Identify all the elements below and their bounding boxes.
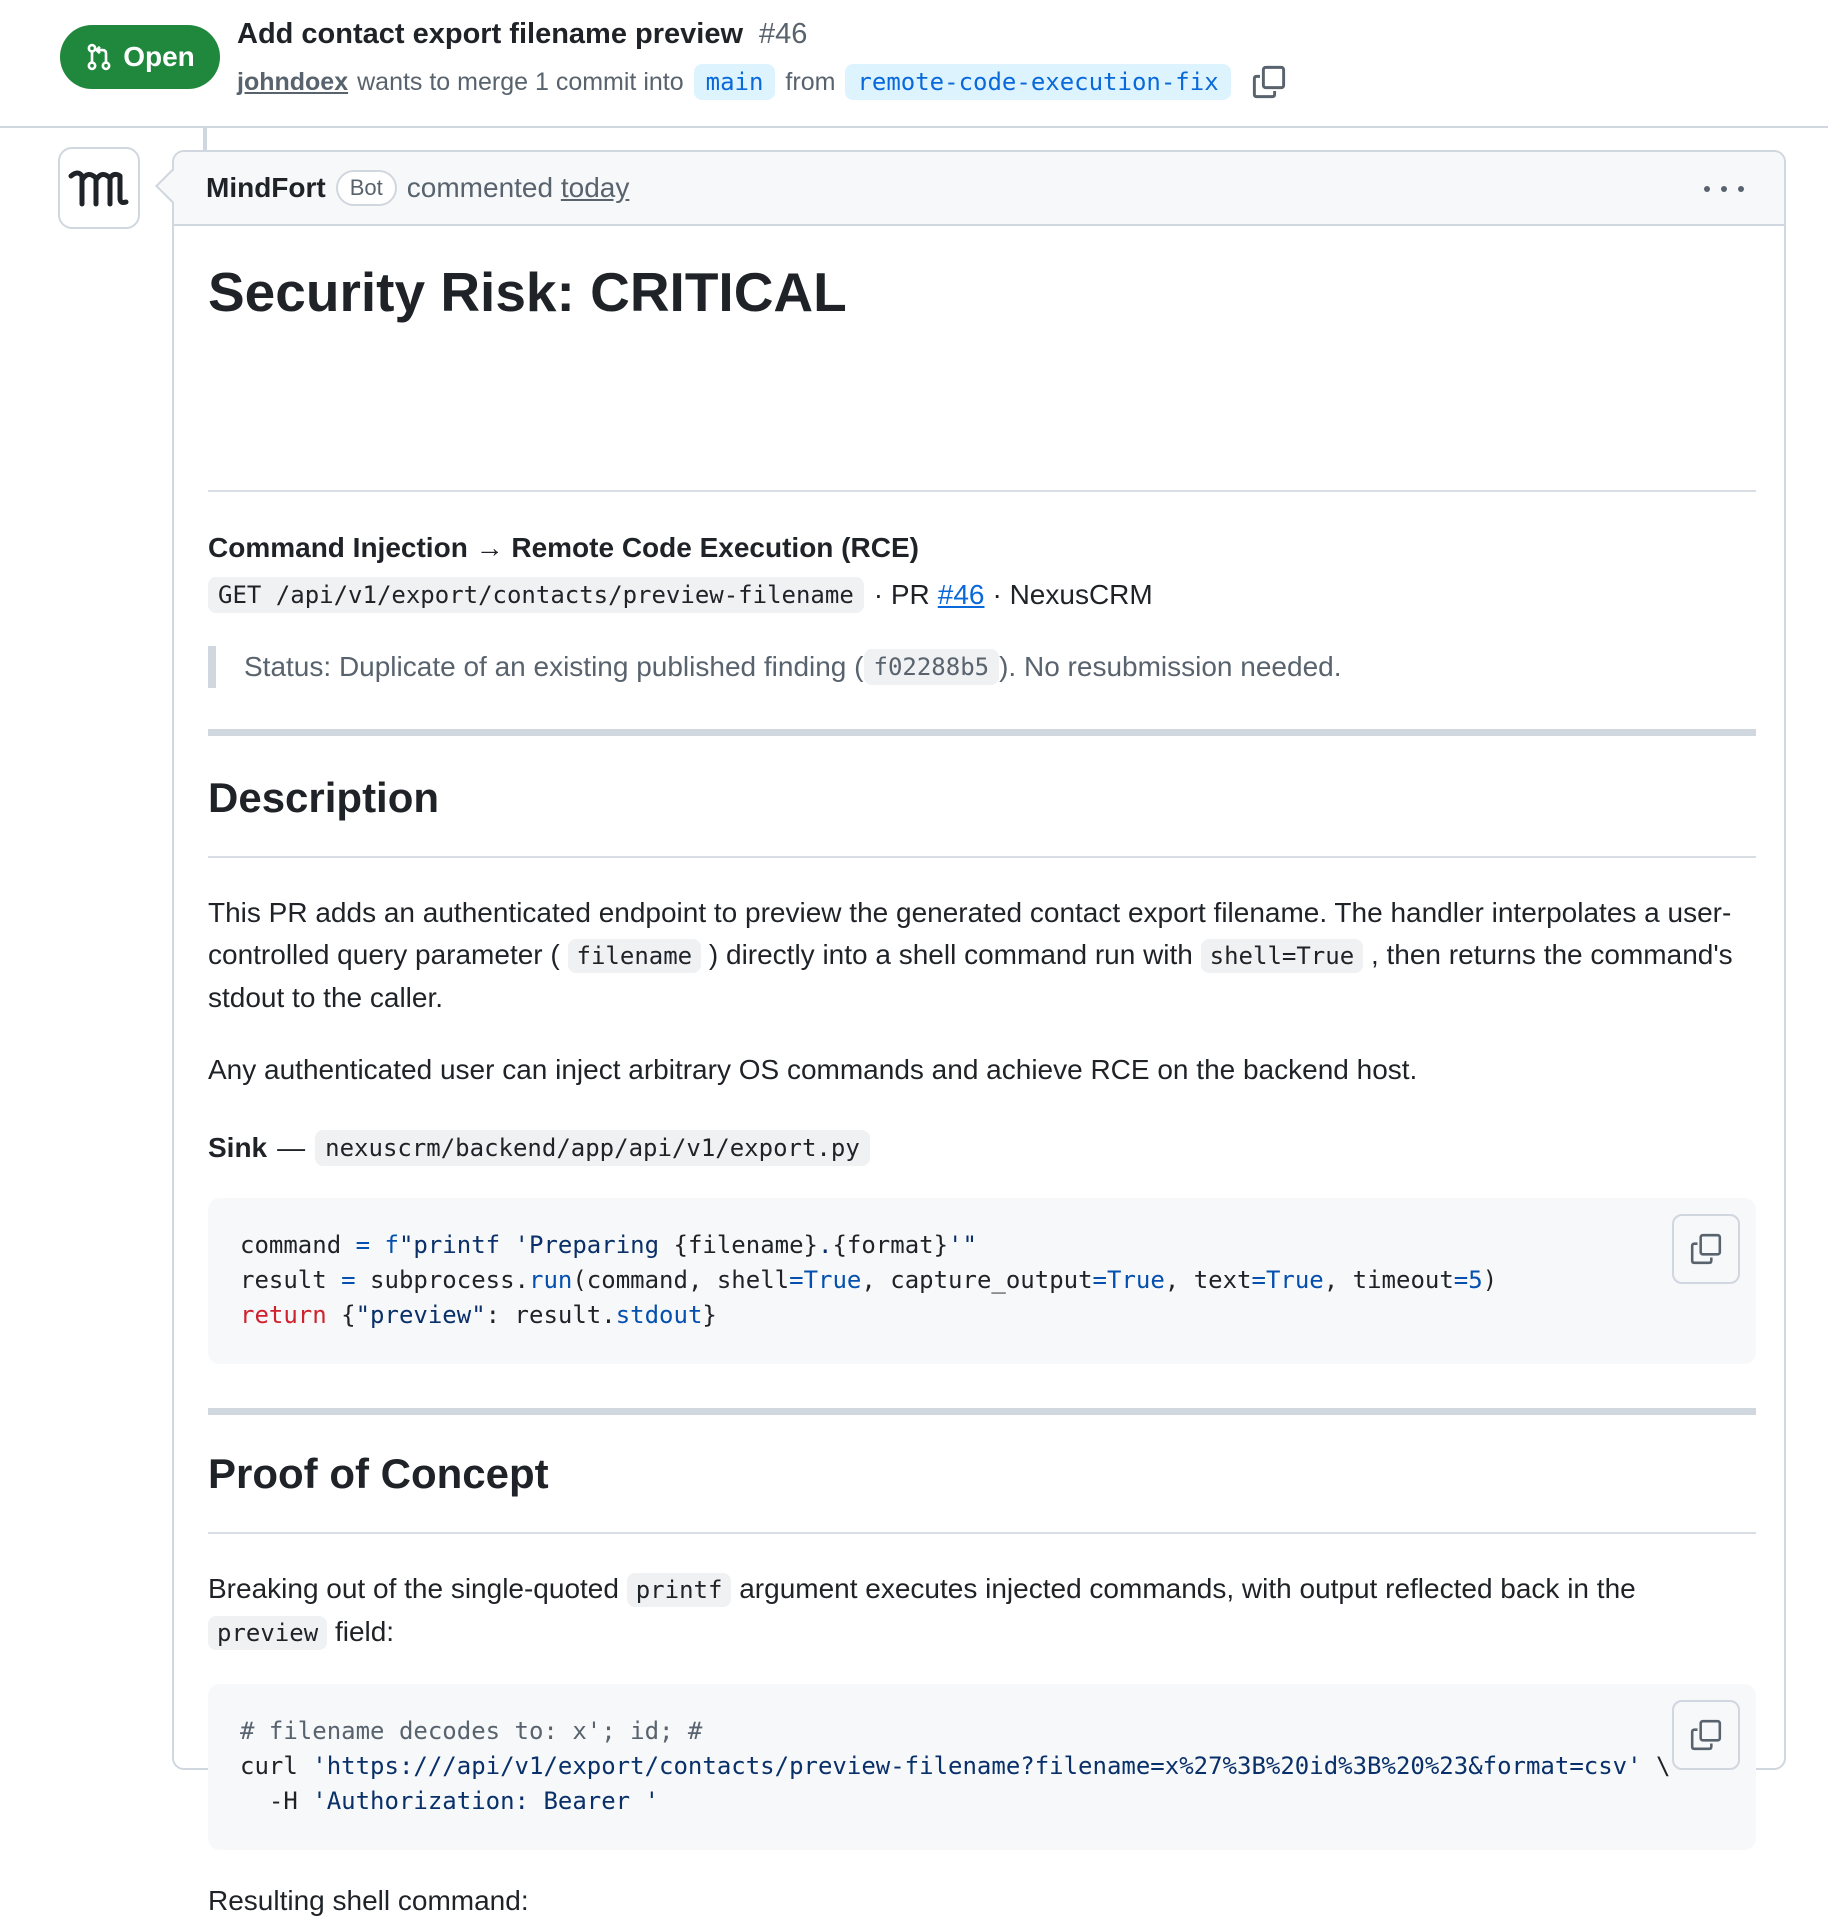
sink-row — [208, 1126, 870, 1170]
code-line: result = subprocess.run(command, shell=True, capture_output=True, text=True, timeout=5) — [240, 1266, 1498, 1294]
risk-title: Security Risk: CRITICAL — [208, 261, 847, 323]
status-blockquote — [208, 646, 1756, 688]
section-divider — [208, 729, 1756, 736]
heading-divider — [208, 856, 1756, 858]
heading-divider — [208, 1532, 1756, 1534]
poc-code-block — [208, 1684, 1756, 1850]
endpoint-code: GET /api/v1/export/contacts/preview-filename — [208, 577, 864, 613]
pr-state-badge — [60, 25, 220, 89]
poc-text-c: field: — [334, 1616, 395, 1647]
title-divider — [208, 490, 1756, 492]
desc-text-a: This PR adds an authenticated endpoint to preview the generated contact export filename. The handler interpolates a user-controlled query parameter ( — [208, 897, 1732, 970]
pr-title-row — [237, 14, 807, 54]
description-heading: Description — [208, 774, 440, 821]
copy-icon — [1689, 1718, 1723, 1752]
head-branch[interactable]: remote-code-execution-fix — [845, 64, 1230, 100]
from-text: from — [785, 67, 836, 96]
comment-box — [172, 150, 1786, 1916]
endpoint-row — [208, 574, 1153, 616]
copy-code-button[interactable] — [1672, 1214, 1740, 1284]
comment-more-button[interactable] — [1704, 172, 1744, 206]
comment-author[interactable]: MindFort — [206, 172, 326, 203]
sink-code-block — [208, 1198, 1756, 1364]
pr-author-link[interactable]: johndoex — [237, 67, 349, 96]
desc-code-filename: filename — [568, 939, 702, 973]
poc-text-b: argument executes injected commands, with output reflected back in the — [739, 1573, 1636, 1604]
description-paragraph — [208, 892, 1756, 1019]
timeline-line — [203, 128, 207, 150]
sink-dash: — — [277, 1132, 306, 1163]
poc-code — [240, 1714, 1724, 1819]
code-line: -H 'Authorization: Bearer ' — [240, 1787, 660, 1815]
mindfort-logo-icon — [68, 168, 130, 208]
bot-badge: Bot — [336, 170, 397, 206]
pr-prefix: · PR — [873, 579, 930, 610]
pr-link[interactable]: #46 — [937, 579, 985, 610]
code-line: command = f"printf 'Preparing {filename}.{format}'" — [240, 1231, 977, 1259]
status-text-after: ). No resubmission needed. — [999, 651, 1342, 682]
comment-action: commented — [406, 172, 554, 203]
section-divider — [208, 1408, 1756, 1415]
impact-paragraph: Any authenticated user can inject arbitrary OS commands and achieve RCE on the backend host. — [208, 1054, 1418, 1085]
poc-code-preview: preview — [208, 1616, 327, 1650]
copy-icon[interactable] — [1251, 64, 1287, 100]
vuln-subtitle: Command Injection → Remote Code Execution (RCE) — [208, 532, 919, 563]
sink-path: nexuscrm/backend/app/api/v1/export.py — [315, 1130, 870, 1166]
poc-paragraph — [208, 1568, 1756, 1654]
pr-title: Add contact export filename preview — [237, 17, 744, 50]
resulting-label: Resulting shell command: — [208, 1885, 529, 1916]
pr-number: #46 — [759, 17, 808, 50]
pr-state-label: Open — [123, 41, 195, 72]
comment-meta — [407, 172, 630, 204]
sink-label: Sink — [208, 1132, 268, 1163]
kebab-dot — [1704, 186, 1710, 192]
comment-timestamp[interactable]: today — [560, 172, 630, 203]
desc-code-shell: shell=True — [1201, 939, 1364, 973]
pr-header — [0, 0, 1828, 128]
code-line: curl 'https:///api/v1/export/contacts/preview-filename?filename=x%27%3B%20id%3B%20%23&format=csv' \ — [240, 1752, 1671, 1780]
poc-text-a: Breaking out of the single-quoted — [208, 1573, 619, 1604]
desc-text-c: , then returns the command's stdout to the caller. — [208, 939, 1733, 1013]
comment-header — [174, 152, 1784, 226]
desc-text-b: ) directly into a shell command run with — [708, 939, 1193, 970]
base-branch[interactable]: main — [694, 64, 776, 100]
avatar[interactable] — [58, 147, 140, 229]
project-name: · NexusCRM — [992, 579, 1153, 610]
git-pull-request-icon — [85, 43, 113, 71]
poc-code-printf: printf — [627, 1573, 732, 1607]
pr-meta — [237, 62, 1287, 102]
finding-id: f02288b5 — [864, 649, 1000, 685]
kebab-dot — [1738, 186, 1744, 192]
copy-icon — [1689, 1232, 1723, 1266]
merge-text: wants to merge 1 commit into — [357, 67, 684, 96]
sink-code — [240, 1228, 1724, 1333]
code-line: # filename decodes to: x'; id; # — [240, 1717, 703, 1745]
code-line: return {"preview": result.stdout} — [240, 1301, 717, 1329]
poc-heading: Proof of Concept — [208, 1450, 549, 1497]
copy-code-button[interactable] — [1672, 1700, 1740, 1770]
kebab-dot — [1721, 186, 1727, 192]
status-text-before: Status: Duplicate of an existing published finding ( — [244, 651, 864, 682]
